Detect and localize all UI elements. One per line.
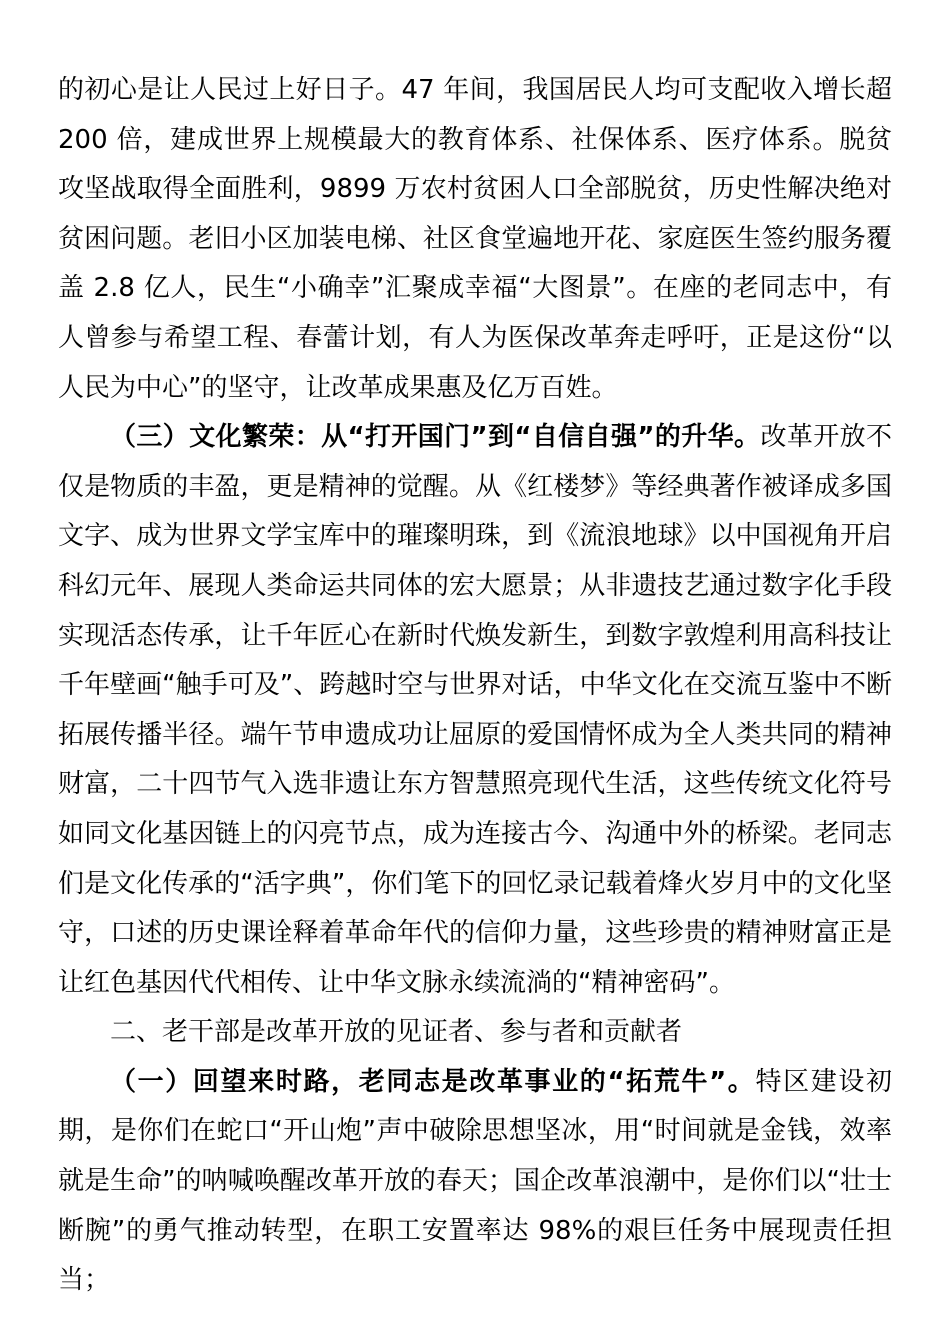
section-heading-pioneer: （一）回望来时路，老同志是改革事业的“拓荒牛”。 [110,1066,756,1097]
paragraph-culture [58,413,892,1008]
paragraph-livelihood [58,66,892,413]
paragraph-pioneer [58,1058,892,1306]
document-page [58,66,892,1306]
section-heading-culture: （三）文化繁荣：从“打开国门”到“自信自强”的升华。 [110,422,761,453]
paragraph-text: 特区建设初期，是你们在蛇口“开山炮”声中破除思想坚冰，用“时间就是金钱，效率就是生命”的呐喊唤醒改革开放的春天；国企改革浪潮中，是你们以“壮士断腕”的勇气推动转型，在职工安置率达 98%的艰巨任务中展现责任担当； [58,1066,892,1296]
chapter-heading-two [58,1008,892,1058]
paragraph-text: 的初心是让人民过上好日子。47 年间，我国居民人均可支配收入增长超 200 倍，建成世界上规模最大的教育体系、社保体系、医疗体系。脱贫攻坚战取得全面胜利，9899 万农村贫困人口全部脱贫，历史性解决绝对贫困问题。老旧小区加装电梯、社区食堂遍地开花、家庭医生签约服务覆盖 2.8 亿人，民生“小确幸”汇聚成幸福“大图景”。在座的老同志中，有人曾参与希望工程、春蕾计划，有人为医保改革奔走呼吁，正是这份“以人民为中心”的坚守，让改革成果惠及亿万百姓。 [58,75,892,403]
chapter-heading-text: 二、老干部是改革开放的见证者、参与者和贡献者 [110,1017,683,1048]
paragraph-text: 改革开放不仅是物质的丰盈，更是精神的觉醒。从《红楼梦》等经典著作被译成多国文字、成为世界文学宝库中的璀璨明珠，到《流浪地球》以中国视角开启科幻元年、展现人类命运共同体的宏大愿景；从非遗技艺通过数字化手段实现活态传承，让千年匠心在新时代焕发新生，到数字敦煌利用高科技让千年壁画“触手可及”、跨越时空与世界对话，中华文化在交流互鉴中不断拓展传播半径。端午节申遗成功让屈原的爱国情怀成为全人类共同的精神财富，二十四节气入选非遗让东方智慧照亮现代生活，这些传统文化符号如同文化基因链上的闪亮节点，成为连接古今、沟通中外的桥梁。老同志们是文化传承的“活字典”，你们笔下的回忆录记载着烽火岁月中的文化坚守，口述的历史课诠释着革命年代的信仰力量，这些珍贵的精神财富正是让红色基因代代相传、让中华文脉永续流淌的“精神密码”。 [58,422,892,998]
